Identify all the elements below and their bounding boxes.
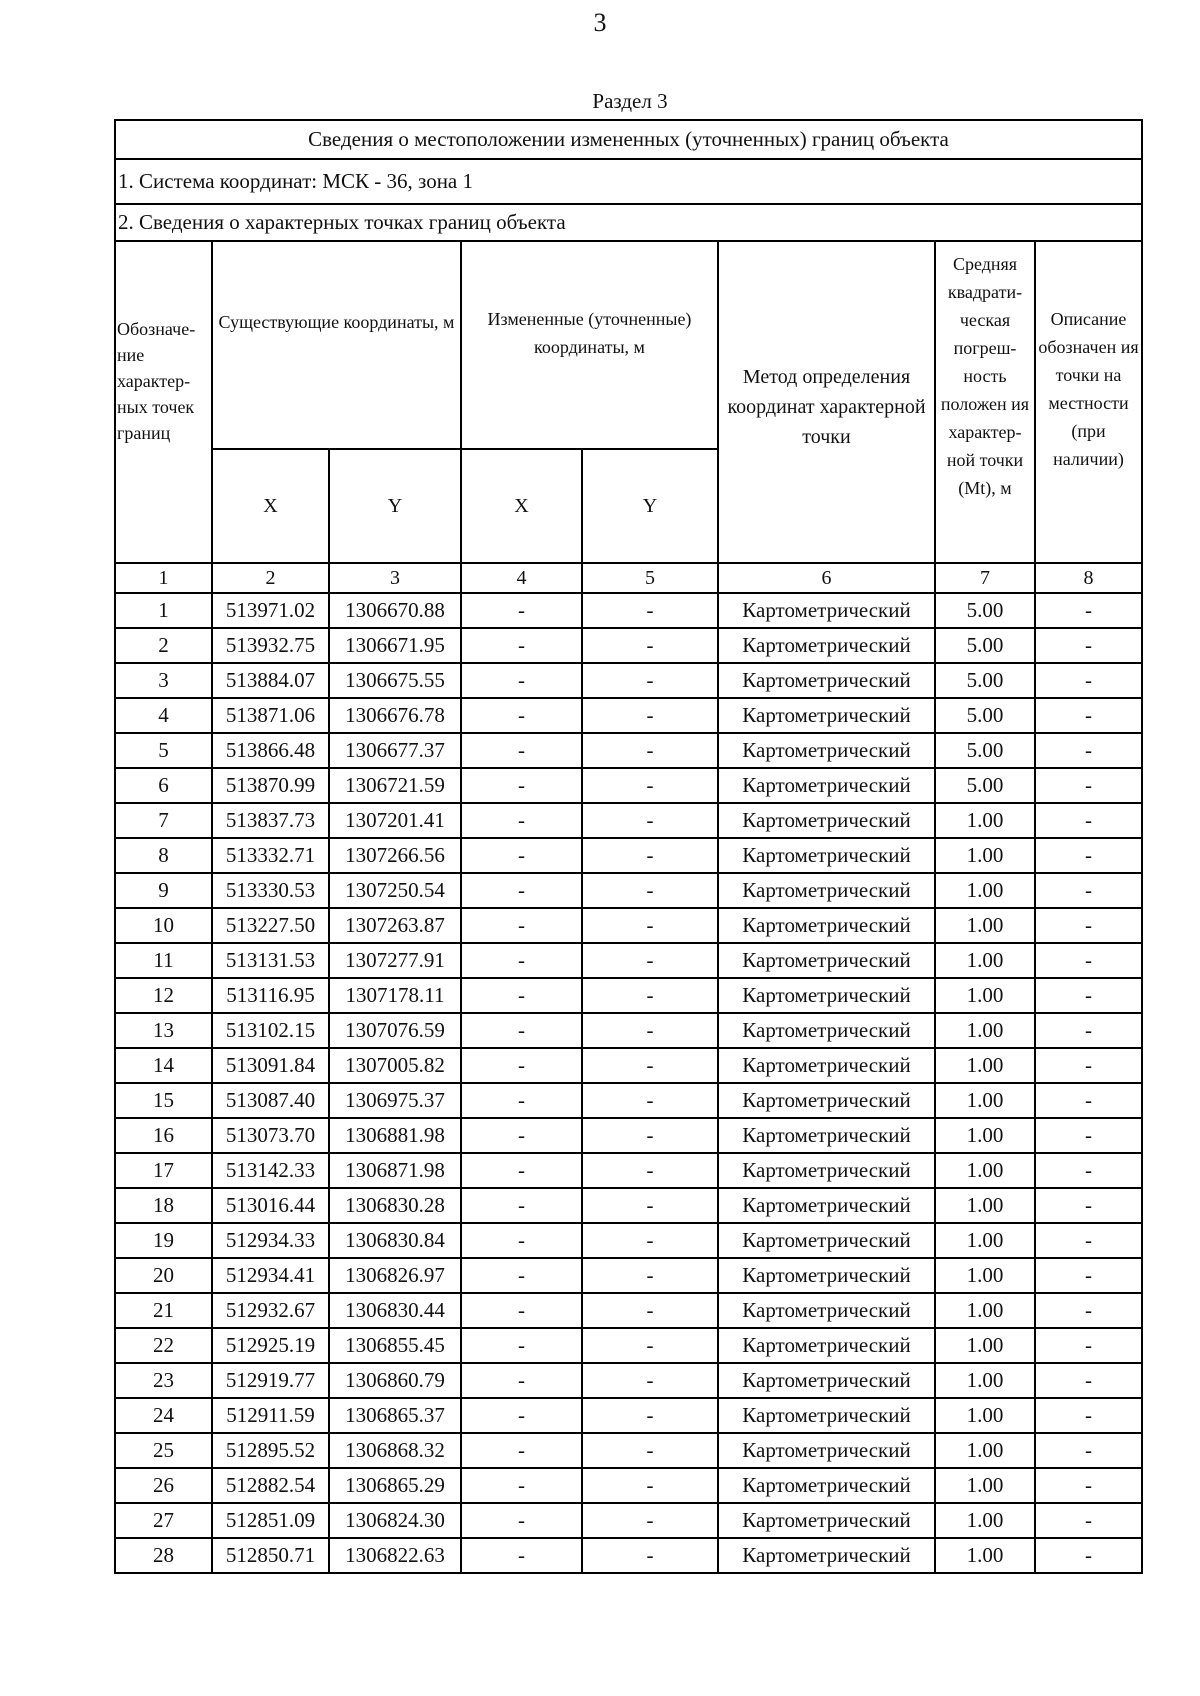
point-number-cell: 16 (115, 1118, 212, 1153)
description-cell: - (1035, 1433, 1142, 1468)
changed-y-cell: - (582, 628, 718, 663)
changed-x-cell: - (461, 1468, 582, 1503)
table-row (115, 1398, 1142, 1433)
existing-x-cell: 513330.53 (212, 873, 329, 908)
description-cell: - (1035, 1118, 1142, 1153)
changed-y-cell: - (582, 1328, 718, 1363)
existing-y-cell: 1307178.11 (329, 978, 461, 1013)
changed-y-cell: - (582, 908, 718, 943)
description-cell: - (1035, 1398, 1142, 1433)
changed-y-cell: - (582, 1013, 718, 1048)
existing-y-cell: 1306871.98 (329, 1153, 461, 1188)
changed-y-cell: - (582, 978, 718, 1013)
changed-y-cell: - (582, 1293, 718, 1328)
existing-x-cell: 513870.99 (212, 768, 329, 803)
point-number-cell: 27 (115, 1503, 212, 1538)
changed-y-cell: - (582, 1398, 718, 1433)
existing-y-cell: 1306855.45 (329, 1328, 461, 1363)
error-cell: 1.00 (935, 1293, 1035, 1328)
existing-x-cell: 512934.33 (212, 1223, 329, 1258)
changed-x-cell: - (461, 1433, 582, 1468)
description-cell: - (1035, 1293, 1142, 1328)
existing-y-cell: 1306826.97 (329, 1258, 461, 1293)
existing-x-cell: 513016.44 (212, 1188, 329, 1223)
changed-x-cell: - (461, 1258, 582, 1293)
existing-y-cell: 1306671.95 (329, 628, 461, 663)
description-cell: - (1035, 908, 1142, 943)
changed-y-cell: - (582, 873, 718, 908)
column-number: 1 (115, 563, 212, 593)
description-cell: - (1035, 1468, 1142, 1503)
changed-y-cell: - (582, 838, 718, 873)
existing-y-cell: 1306675.55 (329, 663, 461, 698)
error-cell: 1.00 (935, 1083, 1035, 1118)
point-number-cell: 23 (115, 1363, 212, 1398)
table-row (115, 1153, 1142, 1188)
table-row (115, 1328, 1142, 1363)
error-cell: 1.00 (935, 978, 1035, 1013)
existing-y-cell: 1307263.87 (329, 908, 461, 943)
table-row (115, 1083, 1142, 1118)
changed-x-cell: - (461, 1118, 582, 1153)
existing-x-cell: 513131.53 (212, 943, 329, 978)
description-cell: - (1035, 838, 1142, 873)
table-row (115, 1258, 1142, 1293)
changed-x-cell: - (461, 663, 582, 698)
table-row (115, 1538, 1142, 1573)
existing-y-cell: 1306721.59 (329, 768, 461, 803)
description-cell: - (1035, 1188, 1142, 1223)
description-cell: - (1035, 943, 1142, 978)
method-cell: Картометрический (718, 1013, 935, 1048)
existing-y-cell: 1306975.37 (329, 1083, 461, 1118)
method-cell: Картометрический (718, 978, 935, 1013)
changed-x-cell: - (461, 943, 582, 978)
existing-y-cell: 1306881.98 (329, 1118, 461, 1153)
method-cell: Картометрический (718, 1433, 935, 1468)
error-cell: 1.00 (935, 1258, 1035, 1293)
changed-y-cell: - (582, 943, 718, 978)
existing-x-cell: 513091.84 (212, 1048, 329, 1083)
existing-x-cell: 513884.07 (212, 663, 329, 698)
header-point-description: Описание обозначен ия точки на местности (при наличии) (1035, 241, 1142, 563)
table-row (115, 1223, 1142, 1258)
changed-x-cell: - (461, 733, 582, 768)
table-banner: Сведения о местоположении измененных (уточненных) границ объекта (115, 120, 1142, 159)
existing-x-cell: 512925.19 (212, 1328, 329, 1363)
point-number-cell: 4 (115, 698, 212, 733)
method-cell: Картометрический (718, 768, 935, 803)
existing-x-cell: 512851.09 (212, 1503, 329, 1538)
description-cell: - (1035, 1258, 1142, 1293)
description-cell: - (1035, 1538, 1142, 1573)
changed-x-cell: - (461, 803, 582, 838)
changed-x-cell: - (461, 908, 582, 943)
existing-x-cell: 512850.71 (212, 1538, 329, 1573)
error-cell: 5.00 (935, 628, 1035, 663)
table-row (115, 593, 1142, 628)
table-row (115, 908, 1142, 943)
error-cell: 1.00 (935, 1433, 1035, 1468)
changed-x-cell: - (461, 1083, 582, 1118)
method-cell: Картометрический (718, 1048, 935, 1083)
method-cell: Картометрический (718, 1223, 935, 1258)
header-changed-coords: Измененные (уточненные) координаты, м (461, 241, 718, 449)
description-cell: - (1035, 873, 1142, 908)
header-mean-square-error: Средняя квадрати-ческая погреш-ность положен ия характер-ной точки (Mt), м (935, 241, 1035, 563)
header-changed-y: Y (582, 449, 718, 563)
error-cell: 1.00 (935, 1223, 1035, 1258)
changed-y-cell: - (582, 1433, 718, 1468)
changed-x-cell: - (461, 838, 582, 873)
point-number-cell: 25 (115, 1433, 212, 1468)
point-number-cell: 10 (115, 908, 212, 943)
column-number: 6 (718, 563, 935, 593)
point-number-cell: 13 (115, 1013, 212, 1048)
changed-y-cell: - (582, 1048, 718, 1083)
description-cell: - (1035, 1153, 1142, 1188)
method-cell: Картометрический (718, 1118, 935, 1153)
existing-x-cell: 513866.48 (212, 733, 329, 768)
changed-y-cell: - (582, 1223, 718, 1258)
existing-y-cell: 1306822.63 (329, 1538, 461, 1573)
table-row (115, 1293, 1142, 1328)
error-cell: 5.00 (935, 733, 1035, 768)
existing-y-cell: 1307277.91 (329, 943, 461, 978)
method-cell: Картометрический (718, 1188, 935, 1223)
point-number-cell: 3 (115, 663, 212, 698)
changed-x-cell: - (461, 873, 582, 908)
point-number-cell: 9 (115, 873, 212, 908)
section-title: Раздел 3 (592, 89, 668, 113)
error-cell: 1.00 (935, 1153, 1035, 1188)
coordinate-system: 1. Система координат: МСК - 36, зона 1 (115, 159, 1142, 204)
error-cell: 1.00 (935, 1048, 1035, 1083)
table-body (115, 120, 1142, 1573)
description-cell: - (1035, 1328, 1142, 1363)
point-number-cell: 6 (115, 768, 212, 803)
table-row (115, 1363, 1142, 1398)
existing-y-cell: 1306676.78 (329, 698, 461, 733)
existing-x-cell: 513837.73 (212, 803, 329, 838)
error-cell: 1.00 (935, 873, 1035, 908)
column-number: 3 (329, 563, 461, 593)
header-existing-x: X (212, 449, 329, 563)
point-number-cell: 26 (115, 1468, 212, 1503)
existing-x-cell: 512919.77 (212, 1363, 329, 1398)
changed-x-cell: - (461, 768, 582, 803)
header-changed-x: X (461, 449, 582, 563)
error-cell: 5.00 (935, 698, 1035, 733)
existing-y-cell: 1306830.44 (329, 1293, 461, 1328)
changed-y-cell: - (582, 1258, 718, 1293)
existing-y-cell: 1306860.79 (329, 1363, 461, 1398)
changed-x-cell: - (461, 1223, 582, 1258)
existing-y-cell: 1306830.28 (329, 1188, 461, 1223)
method-cell: Картометрический (718, 733, 935, 768)
changed-y-cell: - (582, 768, 718, 803)
error-cell: 5.00 (935, 593, 1035, 628)
point-number-cell: 5 (115, 733, 212, 768)
changed-x-cell: - (461, 1188, 582, 1223)
changed-y-cell: - (582, 1118, 718, 1153)
changed-x-cell: - (461, 628, 582, 663)
changed-x-cell: - (461, 593, 582, 628)
point-number-cell: 17 (115, 1153, 212, 1188)
changed-x-cell: - (461, 1538, 582, 1573)
table-row (115, 698, 1142, 733)
changed-y-cell: - (582, 803, 718, 838)
changed-x-cell: - (461, 1048, 582, 1083)
changed-x-cell: - (461, 978, 582, 1013)
error-cell: 1.00 (935, 1328, 1035, 1363)
point-number-cell: 1 (115, 593, 212, 628)
existing-x-cell: 513227.50 (212, 908, 329, 943)
existing-y-cell: 1307266.56 (329, 838, 461, 873)
existing-x-cell: 513332.71 (212, 838, 329, 873)
method-cell: Картометрический (718, 1153, 935, 1188)
point-number-cell: 21 (115, 1293, 212, 1328)
point-number-cell: 11 (115, 943, 212, 978)
method-cell: Картометрический (718, 873, 935, 908)
table-row (115, 978, 1142, 1013)
existing-y-cell: 1306670.88 (329, 593, 461, 628)
changed-y-cell: - (582, 593, 718, 628)
point-number-cell: 15 (115, 1083, 212, 1118)
existing-x-cell: 513932.75 (212, 628, 329, 663)
description-cell: - (1035, 628, 1142, 663)
changed-x-cell: - (461, 1363, 582, 1398)
error-cell: 1.00 (935, 1188, 1035, 1223)
existing-x-cell: 512895.52 (212, 1433, 329, 1468)
changed-y-cell: - (582, 1468, 718, 1503)
changed-x-cell: - (461, 1153, 582, 1188)
existing-x-cell: 513087.40 (212, 1083, 329, 1118)
points-heading: 2. Сведения о характерных точках границ объекта (115, 204, 1142, 241)
page-number: 3 (593, 8, 607, 37)
existing-x-cell: 513116.95 (212, 978, 329, 1013)
method-cell: Картометрический (718, 1328, 935, 1363)
error-cell: 1.00 (935, 943, 1035, 978)
description-cell: - (1035, 1013, 1142, 1048)
description-cell: - (1035, 1503, 1142, 1538)
table-row (115, 838, 1142, 873)
table-row (115, 1503, 1142, 1538)
table-row (115, 873, 1142, 908)
description-cell: - (1035, 1223, 1142, 1258)
header-designation: Обозначе-ние характер-ных точек границ (115, 241, 212, 563)
method-cell: Картометрический (718, 908, 935, 943)
method-cell: Картометрический (718, 1293, 935, 1328)
existing-y-cell: 1306830.84 (329, 1223, 461, 1258)
changed-y-cell: - (582, 698, 718, 733)
method-cell: Картометрический (718, 663, 935, 698)
description-cell: - (1035, 733, 1142, 768)
description-cell: - (1035, 803, 1142, 838)
existing-y-cell: 1306824.30 (329, 1503, 461, 1538)
table-row (115, 1118, 1142, 1153)
error-cell: 1.00 (935, 1468, 1035, 1503)
method-cell: Картометрический (718, 1363, 935, 1398)
table-row (115, 628, 1142, 663)
error-cell: 1.00 (935, 838, 1035, 873)
existing-y-cell: 1307201.41 (329, 803, 461, 838)
description-cell: - (1035, 768, 1142, 803)
description-cell: - (1035, 1363, 1142, 1398)
description-cell: - (1035, 978, 1142, 1013)
existing-x-cell: 513971.02 (212, 593, 329, 628)
method-cell: Картометрический (718, 698, 935, 733)
existing-x-cell: 513871.06 (212, 698, 329, 733)
error-cell: 1.00 (935, 1503, 1035, 1538)
changed-x-cell: - (461, 698, 582, 733)
description-cell: - (1035, 593, 1142, 628)
method-cell: Картометрический (718, 1503, 935, 1538)
existing-x-cell: 513073.70 (212, 1118, 329, 1153)
point-number-cell: 20 (115, 1258, 212, 1293)
existing-y-cell: 1307250.54 (329, 873, 461, 908)
boundary-points-table (114, 119, 1143, 1574)
point-number-cell: 12 (115, 978, 212, 1013)
point-number-cell: 19 (115, 1223, 212, 1258)
table-row (115, 943, 1142, 978)
column-number: 8 (1035, 563, 1142, 593)
header-method: Метод определения координат характерной точки (718, 241, 935, 563)
existing-y-cell: 1306677.37 (329, 733, 461, 768)
existing-y-cell: 1306868.32 (329, 1433, 461, 1468)
point-number-cell: 28 (115, 1538, 212, 1573)
table-row (115, 1013, 1142, 1048)
table-row (115, 803, 1142, 838)
column-number-row (115, 563, 1142, 593)
changed-y-cell: - (582, 1153, 718, 1188)
changed-x-cell: - (461, 1328, 582, 1363)
method-cell: Картометрический (718, 943, 935, 978)
header-existing-coords: Существующие координаты, м (212, 241, 461, 449)
error-cell: 5.00 (935, 768, 1035, 803)
changed-x-cell: - (461, 1013, 582, 1048)
error-cell: 1.00 (935, 1363, 1035, 1398)
description-cell: - (1035, 1083, 1142, 1118)
existing-x-cell: 512932.67 (212, 1293, 329, 1328)
existing-x-cell: 513142.33 (212, 1153, 329, 1188)
header-existing-y: Y (329, 449, 461, 563)
point-number-cell: 7 (115, 803, 212, 838)
point-number-cell: 18 (115, 1188, 212, 1223)
table-row (115, 733, 1142, 768)
table-row (115, 1188, 1142, 1223)
changed-y-cell: - (582, 1538, 718, 1573)
column-number: 4 (461, 563, 582, 593)
changed-y-cell: - (582, 1503, 718, 1538)
changed-y-cell: - (582, 1188, 718, 1223)
changed-x-cell: - (461, 1293, 582, 1328)
table-row (115, 1048, 1142, 1083)
table-row (115, 1468, 1142, 1503)
existing-x-cell: 513102.15 (212, 1013, 329, 1048)
point-number-cell: 8 (115, 838, 212, 873)
description-cell: - (1035, 663, 1142, 698)
existing-x-cell: 512882.54 (212, 1468, 329, 1503)
description-cell: - (1035, 698, 1142, 733)
point-number-cell: 2 (115, 628, 212, 663)
table-row (115, 768, 1142, 803)
point-number-cell: 22 (115, 1328, 212, 1363)
changed-y-cell: - (582, 1363, 718, 1398)
point-number-cell: 14 (115, 1048, 212, 1083)
error-cell: 5.00 (935, 663, 1035, 698)
changed-y-cell: - (582, 733, 718, 768)
existing-y-cell: 1307076.59 (329, 1013, 461, 1048)
existing-y-cell: 1307005.82 (329, 1048, 461, 1083)
method-cell: Картометрический (718, 1083, 935, 1118)
table-row (115, 1433, 1142, 1468)
changed-x-cell: - (461, 1503, 582, 1538)
method-cell: Картометрический (718, 838, 935, 873)
existing-y-cell: 1306865.37 (329, 1398, 461, 1433)
error-cell: 1.00 (935, 1538, 1035, 1573)
column-number: 2 (212, 563, 329, 593)
method-cell: Картометрический (718, 628, 935, 663)
changed-y-cell: - (582, 1083, 718, 1118)
error-cell: 1.00 (935, 1398, 1035, 1433)
error-cell: 1.00 (935, 1013, 1035, 1048)
table-row (115, 663, 1142, 698)
column-number: 7 (935, 563, 1035, 593)
existing-x-cell: 512934.41 (212, 1258, 329, 1293)
existing-x-cell: 512911.59 (212, 1398, 329, 1433)
error-cell: 1.00 (935, 908, 1035, 943)
method-cell: Картометрический (718, 1258, 935, 1293)
point-number-cell: 24 (115, 1398, 212, 1433)
existing-y-cell: 1306865.29 (329, 1468, 461, 1503)
method-cell: Картометрический (718, 593, 935, 628)
method-cell: Картометрический (718, 1468, 935, 1503)
description-cell: - (1035, 1048, 1142, 1083)
column-number: 5 (582, 563, 718, 593)
method-cell: Картометрический (718, 1538, 935, 1573)
method-cell: Картометрический (718, 803, 935, 838)
error-cell: 1.00 (935, 803, 1035, 838)
changed-y-cell: - (582, 663, 718, 698)
changed-x-cell: - (461, 1398, 582, 1433)
method-cell: Картометрический (718, 1398, 935, 1433)
error-cell: 1.00 (935, 1118, 1035, 1153)
